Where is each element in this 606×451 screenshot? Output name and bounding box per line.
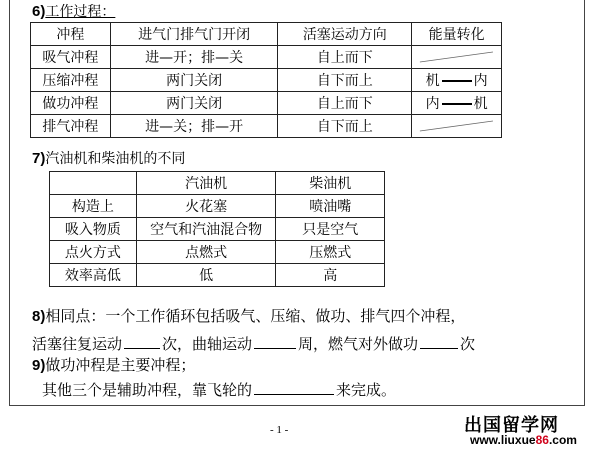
valves-cell: 两门关闭	[110, 69, 278, 92]
direction-cell: 自上而下	[278, 92, 412, 115]
header-cell: 冲程	[31, 23, 111, 46]
section-9-line2: 其他三个是辅助冲程，靠飞轮的 来完成。	[42, 381, 397, 399]
section-8-line1: 8)相同点：一个工作循环包括吸气、压缩、做功、排气四个冲程，	[32, 307, 466, 325]
valves-cell: 两门关闭	[110, 92, 278, 115]
table-row	[31, 115, 502, 138]
gasoline-cell: 点燃式	[136, 241, 276, 264]
energy-cell-empty	[412, 46, 502, 69]
header-cell: 活塞运动方向	[278, 23, 412, 46]
aspect-cell: 吸入物质	[50, 218, 137, 241]
diesel-cell: 高	[276, 264, 385, 287]
section-6-heading: 6)工作过程：	[32, 3, 116, 20]
answer-blank[interactable]	[254, 334, 296, 349]
table-header-row	[31, 23, 502, 46]
answer-blank[interactable]	[254, 380, 334, 395]
site-logo-text: 出国留学网	[464, 415, 559, 436]
table-row	[31, 92, 502, 115]
energy-cell	[412, 92, 502, 115]
conversion-line	[442, 80, 472, 82]
answer-blank[interactable]	[420, 334, 458, 349]
header-cell: 进气门排气门开闭	[110, 23, 278, 46]
stroke-cell: 压缩冲程	[31, 69, 111, 92]
table-row	[50, 218, 385, 241]
section-9-line1: 9)做功冲程是主要冲程；	[32, 356, 196, 374]
table-row	[50, 195, 385, 218]
gasoline-cell: 空气和汽油混合物	[136, 218, 276, 241]
conversion-line	[442, 103, 472, 105]
section-7-heading: 7)汽油机和柴油机的不同	[32, 150, 186, 167]
engine-compare-table	[49, 171, 385, 287]
table-row	[50, 241, 385, 264]
energy-from: 机	[425, 73, 440, 89]
table-row	[31, 69, 502, 92]
table-row	[50, 264, 385, 287]
strike-line	[412, 46, 501, 68]
direction-cell: 自上而下	[278, 46, 412, 69]
direction-cell: 自下而上	[278, 69, 412, 92]
direction-cell: 自下而上	[278, 115, 412, 138]
header-cell: 能量转化	[412, 23, 502, 46]
answer-blank[interactable]	[124, 334, 160, 349]
diesel-cell: 喷油嘴	[276, 195, 385, 218]
table-header-row	[50, 172, 385, 195]
diesel-cell: 压燃式	[276, 241, 385, 264]
table-row	[31, 46, 502, 69]
site-logo-url: www.liuxue86.com	[470, 433, 577, 447]
gasoline-cell: 火花塞	[136, 195, 276, 218]
valves-cell: 进—关；排—开	[110, 115, 278, 138]
page-number: - 1 -	[270, 424, 289, 436]
energy-to: 内	[473, 73, 488, 89]
aspect-cell: 点火方式	[50, 241, 137, 264]
stroke-cell: 做功冲程	[31, 92, 111, 115]
aspect-cell: 构造上	[50, 195, 137, 218]
stroke-cell: 排气冲程	[31, 115, 111, 138]
valves-cell: 进—开；排—关	[110, 46, 278, 69]
stroke-cell: 吸气冲程	[31, 46, 111, 69]
work-process-table	[30, 22, 502, 138]
header-cell: 汽油机	[136, 172, 276, 195]
gasoline-cell: 低	[136, 264, 276, 287]
energy-cell	[412, 69, 502, 92]
energy-from: 内	[425, 96, 440, 112]
energy-cell-empty	[412, 115, 502, 138]
header-cell	[50, 172, 137, 195]
aspect-cell: 效率高低	[50, 264, 137, 287]
section-8-line2: 活塞往复运动 次，曲轴运动 周，燃气对外做功 次	[32, 335, 476, 353]
header-cell: 柴油机	[276, 172, 385, 195]
energy-to: 机	[473, 96, 488, 112]
strike-line	[412, 115, 501, 137]
diesel-cell: 只是空气	[276, 218, 385, 241]
